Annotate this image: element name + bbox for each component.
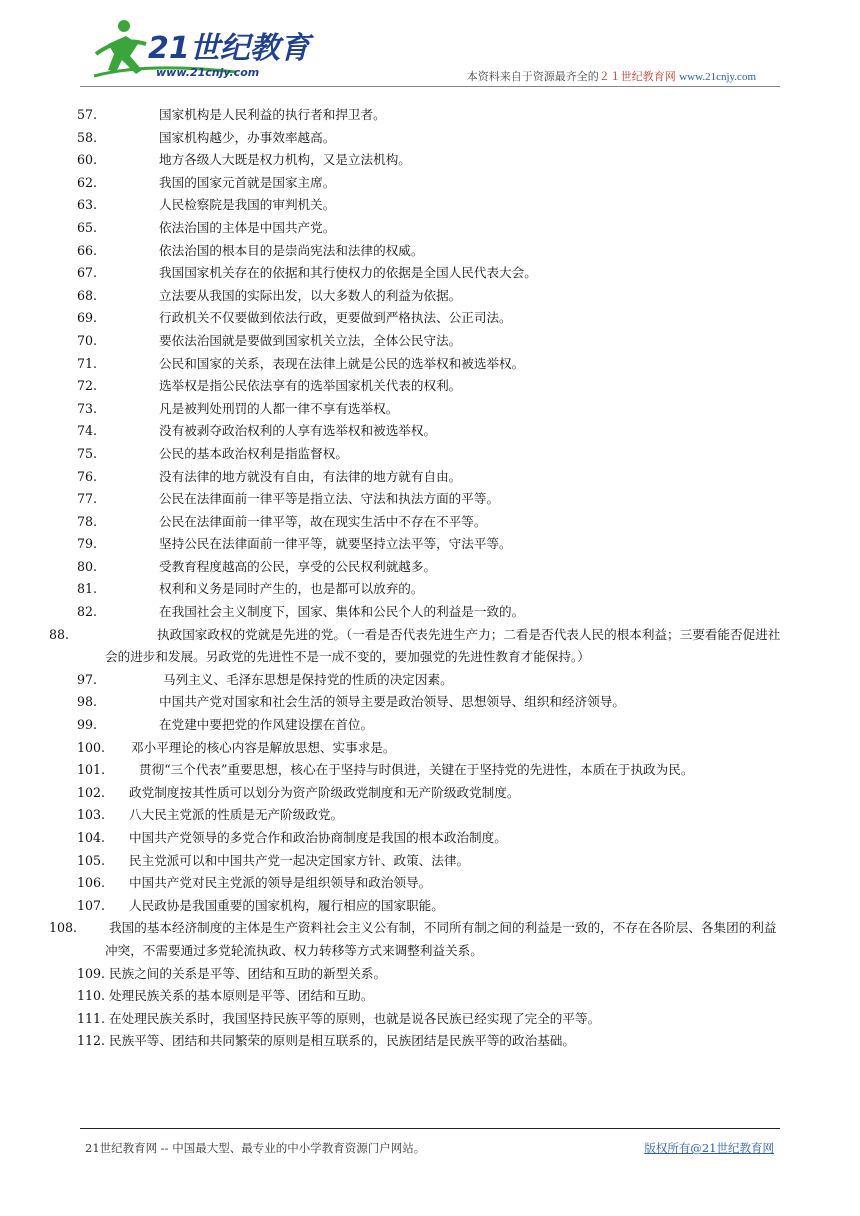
item-text: 政党制度按其性质可以划分为资产阶级政党制度和无产阶级政党制度。 [129, 784, 520, 800]
list-item [77, 804, 787, 827]
item-number: 82. [77, 604, 98, 620]
header-rule [80, 86, 780, 87]
list-item [77, 782, 787, 805]
list-item [77, 759, 787, 782]
logo [86, 14, 310, 84]
item-text: 立法要从我国的实际出发，以大多数人的利益为依据。 [159, 287, 462, 303]
item-number: 77. [77, 491, 98, 507]
list-item [77, 691, 787, 714]
list-item [77, 601, 787, 624]
list-item [49, 624, 787, 669]
list-item [77, 127, 787, 150]
item-text: 中国共产党对民主党派的领导是组织领导和政治领导。 [129, 875, 432, 891]
item-number: 72. [77, 378, 98, 394]
list-item [77, 149, 787, 172]
item-number: 58. [77, 129, 98, 145]
item-text: 公民在法律面前一律平等，故在现实生活中不存在不平等。 [159, 513, 487, 529]
source-note [467, 68, 756, 84]
logo-url: www.21cnjy.com [156, 66, 260, 79]
footer-text: 21世纪教育网 -- 中国最大型、最专业的中小学教育资源门户网站。 [85, 1141, 426, 1155]
item-number: 75. [77, 445, 98, 461]
item-number: 73. [77, 400, 98, 416]
item-number: 71. [77, 355, 98, 371]
item-text: 在党建中要把党的作风建设摆在首位。 [159, 717, 374, 733]
copyright-link[interactable]: 版权所有@21世纪教育网 [644, 1141, 774, 1155]
list-item [77, 443, 787, 466]
item-text: 受教育程度越高的公民，享受的公民权利就越多。 [159, 558, 437, 574]
item-text: 我国的基本经济制度的主体是生产资料社会主义公有制，不同所有制之间的利益是一致的，不存在各阶层、各集团的利益冲突，不需要通过多党轮流执政、权力转移等方式来调整利益关系。 [105, 920, 777, 958]
item-text: 国家机构越少，办事效率越高。 [159, 129, 336, 145]
item-number: 57. [77, 107, 98, 122]
list-item [77, 895, 787, 918]
list-item [77, 669, 787, 692]
item-text: 凡是被判处刑罚的人都一律不享有选举权。 [159, 400, 399, 416]
list-item [77, 578, 787, 601]
item-text: 行政机关不仅要做到依法行政，更要做到严格执法、公正司法。 [159, 310, 512, 326]
list-item [77, 375, 787, 398]
question-list [49, 104, 787, 1053]
item-text: 公民和国家的关系，表现在法律上就是公民的选举权和被选举权。 [159, 355, 525, 371]
item-number: 99. [77, 717, 98, 733]
item-text: 人民政协是我国重要的国家机构，履行相应的国家职能。 [129, 897, 444, 913]
item-text: 八大民主党派的性质是无产阶级政党。 [129, 807, 344, 823]
item-number: 97. [77, 671, 98, 687]
item-number: 112. [77, 1033, 106, 1049]
list-item [77, 714, 787, 737]
item-text: 地方各级人大既是权力机构，又是立法机构。 [159, 152, 411, 168]
item-text: 马列主义、毛泽东思想是保持党的性质的决定因素。 [163, 671, 453, 687]
item-number: 79. [77, 536, 98, 552]
list-item [77, 420, 787, 443]
item-text: 要依法治国就是要做到国家机关立法，全体公民守法。 [159, 332, 462, 348]
item-text: 国家机构是人民利益的执行者和捍卫者。 [159, 107, 386, 122]
item-number: 109. [77, 965, 106, 981]
list-item [77, 194, 787, 217]
item-number: 110. [77, 988, 106, 1004]
item-number: 62. [77, 174, 98, 190]
item-number: 60. [77, 152, 98, 168]
list-item [77, 511, 787, 534]
list-item [77, 737, 787, 760]
item-number: 65. [77, 219, 98, 235]
list-item [77, 307, 787, 330]
item-text: 我国的国家元首就是国家主席。 [159, 174, 336, 190]
item-text: 没有法律的地方就没有自由，有法律的地方就有自由。 [159, 468, 462, 484]
item-text: 依法治国的主体是中国共产党。 [159, 219, 336, 235]
list-item [77, 353, 787, 376]
item-number: 74. [77, 423, 98, 439]
item-number: 100. [77, 739, 106, 755]
logo-text: 21世纪教育 [148, 31, 310, 66]
list-item [77, 262, 787, 285]
list-item [77, 556, 787, 579]
item-text: 执政国家政权的党就是先进的党。（一看是否代表先进生产力；二看是否代表人民的根本利益；三要看能否促进社会的进步和发展。另政党的先进性不是一成不变的，要加强党的先进性教育才能保持。） [105, 626, 781, 665]
list-item [77, 1030, 787, 1053]
item-text: 贯彻“三个代表”重要思想，核心在于坚持与时俱进，关键在于坚持党的先进性，本质在于执政为民。 [139, 762, 694, 778]
source-url[interactable]: www.21cnjy.com [679, 71, 756, 83]
list-item [77, 172, 787, 195]
list-item [77, 985, 787, 1008]
item-number: 66. [77, 242, 98, 258]
list-item [77, 104, 787, 127]
item-number: 70. [77, 332, 98, 348]
item-text: 在我国社会主义制度下，国家、集体和公民个人的利益是一致的。 [159, 604, 525, 620]
item-number: 111. [77, 1010, 106, 1026]
item-text: 民族之间的关系是平等、团结和互助的新型关系。 [109, 965, 387, 981]
page-header [80, 0, 780, 92]
item-text: 没有被剥夺政治权利的人享有选举权和被选举权。 [159, 423, 437, 439]
item-number: 78. [77, 513, 98, 529]
item-number: 104. [77, 830, 106, 845]
item-text: 公民在法律面前一律平等是指立法、守法和执法方面的平等。 [159, 491, 500, 507]
source-highlight: ２１世纪教育网 [598, 70, 676, 83]
item-number: 67. [77, 265, 98, 281]
list-item [77, 827, 787, 850]
item-number: 107. [77, 897, 106, 913]
item-text: 坚持公民在法律面前一律平等，就要坚持立法平等，守法平等。 [159, 536, 512, 552]
item-number: 76. [77, 468, 98, 484]
list-item [77, 963, 787, 986]
source-prefix: 本资料来自于资源最齐全的 [466, 70, 599, 83]
list-item [77, 217, 787, 240]
list-item [77, 850, 787, 873]
item-number: 80. [77, 558, 98, 574]
item-number: 98. [77, 694, 98, 710]
list-item [77, 398, 787, 421]
item-text: 中国共产党领导的多党合作和政治协商制度是我国的根本政治制度。 [129, 830, 507, 845]
item-text: 权利和义务是同时产生的，也是都可以放弃的。 [159, 581, 424, 597]
list-item [49, 917, 787, 962]
item-text: 我国国家机关存在的依据和其行使权力的依据是全国人民代表大会。 [159, 265, 537, 281]
item-number: 102. [77, 784, 106, 800]
list-item [77, 872, 787, 895]
item-number: 106. [77, 875, 106, 891]
list-item [77, 533, 787, 556]
item-text: 在处理民族关系时，我国坚持民族平等的原则，也就是说各民族已经实现了完全的平等。 [109, 1010, 601, 1026]
item-number: 108. [49, 920, 78, 936]
item-text: 民族平等、团结和共同繁荣的原则是相互联系的，民族团结是民族平等的政治基础。 [109, 1033, 575, 1049]
item-text: 公民的基本政治权利是指监督权。 [159, 445, 348, 461]
item-text: 民主党派可以和中国共产党一起决定国家方针、政策、法律。 [129, 852, 470, 868]
item-number: 101. [77, 762, 106, 778]
list-item [77, 1008, 787, 1031]
list-item [77, 240, 787, 263]
item-number: 69. [77, 310, 98, 326]
footer-rule [80, 1128, 780, 1129]
item-number: 68. [77, 287, 98, 303]
item-text: 依法治国的根本目的是崇尚宪法和法律的权威。 [159, 242, 424, 258]
item-text: 中国共产党对国家和社会生活的领导主要是政治领导、思想领导、组织和经济领导。 [159, 694, 625, 710]
list-item [77, 330, 787, 353]
item-text: 邓小平理论的核心内容是解放思想、实事求是。 [131, 739, 396, 755]
list-item [77, 466, 787, 489]
item-number: 103. [77, 807, 106, 823]
list-item [77, 285, 787, 308]
item-text: 人民检察院是我国的审判机关。 [159, 197, 336, 213]
item-text: 处理民族关系的基本原则是平等、团结和互助。 [109, 988, 374, 1004]
list-item [77, 488, 787, 511]
item-number: 63. [77, 197, 98, 213]
item-number: 81. [77, 581, 98, 597]
item-number: 88. [49, 626, 70, 642]
item-number: 105. [77, 852, 106, 868]
item-text: 选举权是指公民依法享有的选举国家机关代表的权利。 [159, 378, 462, 394]
